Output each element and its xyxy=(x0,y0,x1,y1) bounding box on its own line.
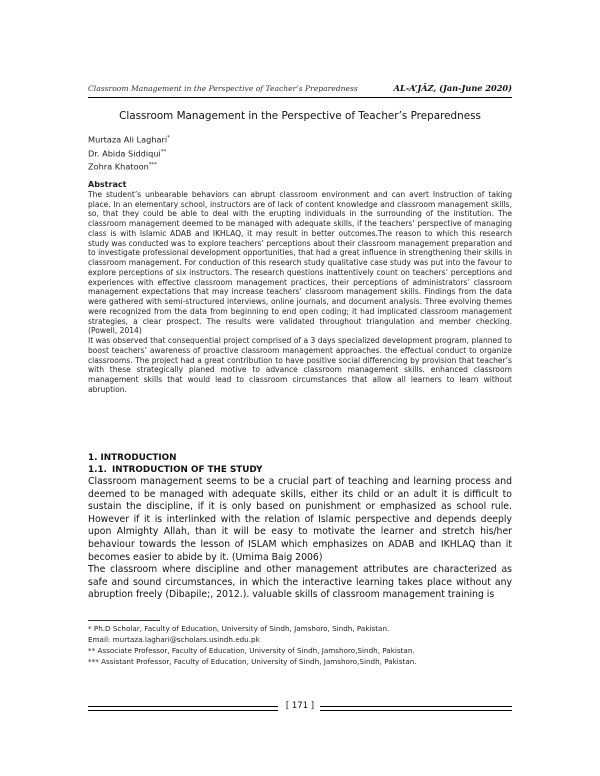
abstract-heading: Abstract xyxy=(88,180,127,189)
page-number: [ 171 ] xyxy=(285,701,315,711)
running-header-title: Classroom Management in the Perspective of Teacher’s Preparedness xyxy=(88,84,358,93)
footnotes xyxy=(88,623,512,667)
author: Zohra Khatoon*** xyxy=(88,162,158,173)
author-mark: *** xyxy=(148,162,158,169)
abstract-section xyxy=(88,180,512,395)
subsection-heading xyxy=(88,464,512,476)
footer-rule-left xyxy=(88,706,278,707)
footer-rule-right-thin xyxy=(320,710,512,711)
author: Dr. Abida Siddiqui** xyxy=(88,148,167,159)
abstract-paragraph: The student’s unbearable behaviors can abrupt classroom environment and can avert Instruction of taking place. In an elementary school, instructors are of lack of content knowledge and classroom management skills, so, that they could be able to deal with the erupting individuals in the surrounding of the institution. The classroom management deemed to be managed with adequate skills, if the teachers’ perspective of managing class is with Islamic ADAB and IKHLAQ, it may result in better outcomes.The reason to which this research study was conducted was to explore teachers’ perceptions about their classroom management preparation and to investigate professional development opportunities, that had a great influence in strengthening their skills in classroom management. For conduction of this research study qualitative case study was put into the favour to explore perceptions of six instructors. The research questions inattentively count on teachers’ perceptions and experiences with effective classroom management practices, their perceptions of administrators’ classroom management expectations that may increase teachers’ classroom management skills. Findings from the data were gathered with semi-structured interviews, online journals, and document analysis. Three evolving themes were recognized from the data from beginning to end open coding; it had implicated classroom management strategies, a clear prospect. The results were validated throughout triangulation and member checking. (Powell, 2014) xyxy=(88,189,512,336)
body-paragraph: Classroom management seems to be a crucial part of teaching and learning process and deemed to be managed with adequate skills, either its child or an adult it is difficult to sustain the discipline, if it is only based on punishment or emphasized as school rule. However if it is interlinked with the relation of Islamic perspective and depends deeply upon Almighty Allah, than it will be easy to motivate the learner and stretch his/her behaviour towards the lesson of ISLAM which emphasizes on ADAB and IKHLAQ than it becomes easier to abide by it. (Umima Baig 2006) xyxy=(88,476,512,563)
footnote: * Ph.D Scholar, Faculty of Education, University of Sindh, Jamshoro, Sindh, Pakistan. xyxy=(88,624,390,633)
author-mark: * xyxy=(167,135,170,141)
header-rule xyxy=(88,97,512,98)
section-heading: 1. INTRODUCTION xyxy=(88,453,177,463)
abstract-paragraph: It was observed that consequential project comprised of a 3 days specialized development program, planned to boost teachers’ awareness of proactive classroom management approaches. the effectual conduct to organize classrooms. The project had a great contribution to have positive social differencing by provision that teacher’s with these strategically planed motive to advance classroom management skills. enhanced classroom management skills that would lead to classroom circumstances that allow all learners to learn without abruption. xyxy=(88,336,512,394)
footer-rule-left-thin xyxy=(88,710,278,711)
footnote: ** Associate Professor, Faculty of Education, University of Sindh, Jamshoro,Sindh, Pakistan. xyxy=(88,646,415,655)
footnote-email: Email: murtaza.laghari@scholars.usindh.edu.pk xyxy=(88,635,260,644)
paper-title: Classroom Management in the Perspective of Teacher’s Preparedness xyxy=(119,110,481,122)
author: Murtaza Ali Laghari* xyxy=(88,134,170,145)
running-header-journal: AL-A’JĀZ, (Jan-June 2020) xyxy=(393,83,512,93)
introduction-section xyxy=(88,452,512,602)
subsection-number: 1.1. xyxy=(88,465,107,475)
running-header xyxy=(88,84,512,98)
footer-rule-right xyxy=(320,706,512,707)
author-mark: ** xyxy=(160,148,167,155)
body-paragraph: The classroom where discipline and other management attributes are characterized as safe and sound circumstances, in which the interactive learning takes place without any abruption freely (Dibapile;, 2012.). valuable skills of classroom management training is xyxy=(88,564,512,601)
footnote: *** Assistant Professor, Faculty of Education, University of Sindh, Jamshoro,Sindh, Pakistan. xyxy=(88,657,417,666)
subsection-title: INTRODUCTION OF THE STUDY xyxy=(112,465,263,475)
author-list xyxy=(88,132,170,173)
footnote-rule xyxy=(88,620,160,621)
